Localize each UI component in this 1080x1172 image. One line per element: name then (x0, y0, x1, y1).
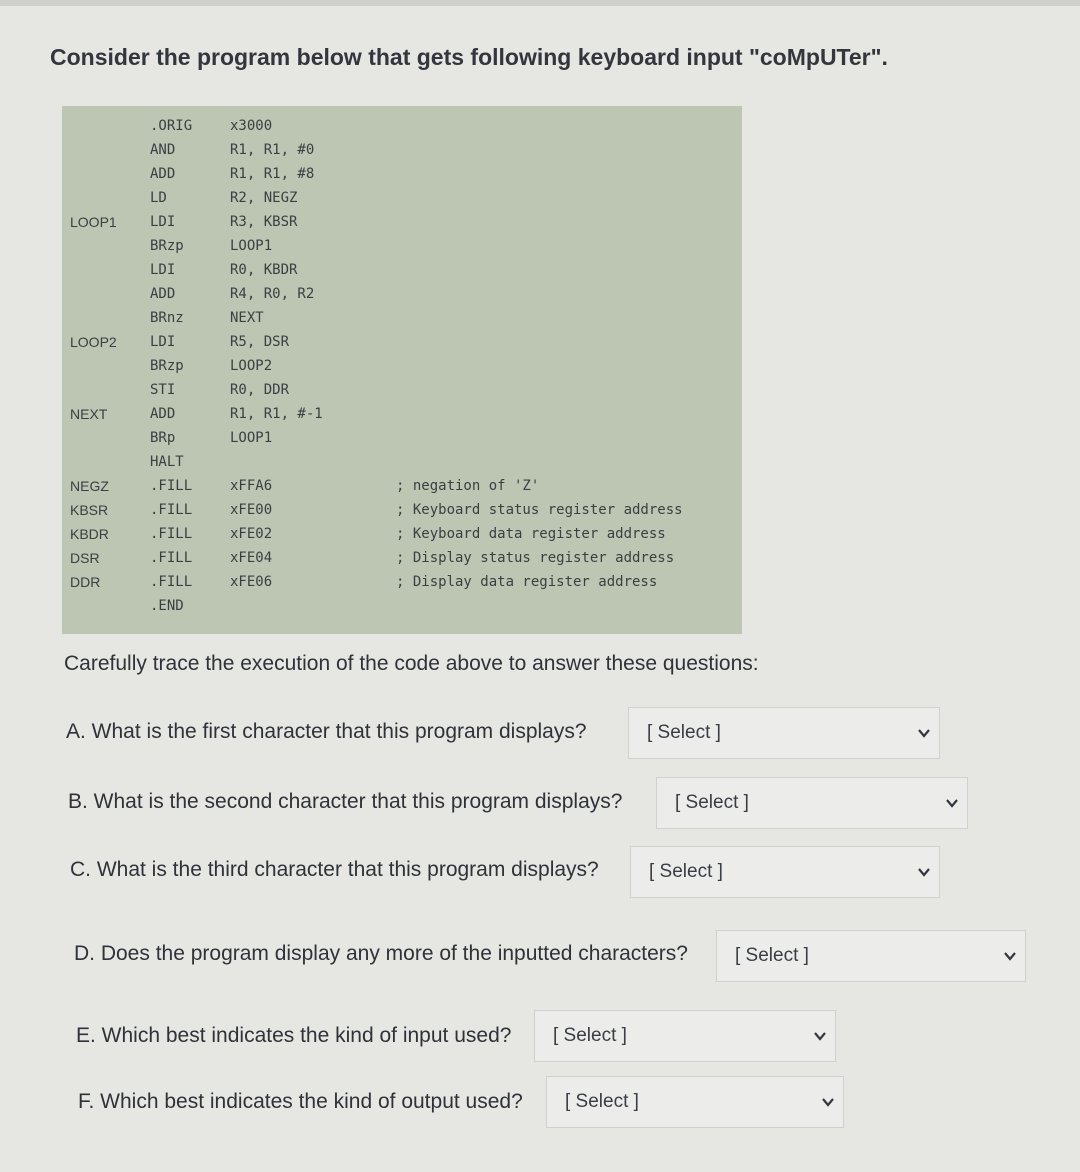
question-c-text: C. What is the third character that this program displays? (70, 858, 599, 881)
code-opcode: .FILL (150, 574, 193, 590)
code-opcode: ADD (150, 406, 176, 422)
code-operands: R2, NEGZ (230, 190, 298, 206)
code-label: KBDR (70, 526, 109, 542)
code-opcode: .FILL (150, 478, 193, 494)
code-opcode: AND (150, 142, 176, 158)
question-e-select-label: [ Select ] (553, 1025, 627, 1046)
code-opcode: LDI (150, 214, 176, 230)
code-opcode: .END (150, 598, 184, 614)
code-opcode: BRzp (150, 238, 184, 254)
chevron-down-icon (945, 796, 959, 810)
question-e-text: E. Which best indicates the kind of input used? (76, 1024, 512, 1047)
code-operands: LOOP1 (230, 430, 273, 446)
question-a-select[interactable] (628, 707, 940, 759)
code-opcode: .FILL (150, 550, 193, 566)
code-opcode: BRnz (150, 310, 184, 326)
top-border (0, 0, 1080, 6)
question-c (70, 858, 599, 882)
question-b (68, 790, 622, 814)
code-opcode: BRp (150, 430, 176, 446)
code-operands: R1, R1, #8 (230, 166, 315, 182)
chevron-down-icon (917, 726, 931, 740)
question-d (74, 942, 688, 966)
code-opcode: ADD (150, 286, 176, 302)
code-operands: xFE00 (230, 502, 273, 518)
question-c-select-label: [ Select ] (649, 861, 723, 882)
chevron-down-icon (1003, 949, 1017, 963)
code-operands: R0, KBDR (230, 262, 298, 278)
question-a-text: A. What is the first character that this program displays? (66, 720, 587, 743)
question-f-select-label: [ Select ] (565, 1091, 639, 1112)
question-d-text: D. Does the program display any more of the inputted characters? (74, 942, 688, 965)
question-d-select[interactable] (716, 930, 1026, 982)
code-opcode: STI (150, 382, 176, 398)
chevron-down-icon (813, 1029, 827, 1043)
code-operands: xFE02 (230, 526, 273, 542)
instructions-text: Carefully trace the execution of the code above to answer these questions: (64, 652, 759, 675)
question-heading: Consider the program below that gets following keyboard input "coMpUTer". (50, 44, 888, 70)
code-operands: R0, DDR (230, 382, 290, 398)
code-comment: ; negation of 'Z' (396, 478, 540, 494)
code-label: NEGZ (70, 478, 109, 494)
code-operands: R1, R1, #0 (230, 142, 315, 158)
code-opcode: .FILL (150, 502, 193, 518)
code-opcode: ADD (150, 166, 176, 182)
code-comment: ; Display data register address (396, 574, 658, 590)
code-operands: R4, R0, R2 (230, 286, 315, 302)
question-b-text: B. What is the second character that this program displays? (68, 790, 623, 813)
code-opcode: LDI (150, 334, 176, 350)
code-operands: xFE04 (230, 550, 273, 566)
code-label: NEXT (70, 406, 108, 422)
code-comment: ; Keyboard data register address (396, 526, 666, 542)
code-operands: NEXT (230, 310, 264, 326)
code-operands: x3000 (230, 118, 273, 134)
code-operands: R1, R1, #-1 (230, 406, 323, 422)
chevron-down-icon (821, 1095, 835, 1109)
code-opcode: HALT (150, 454, 184, 470)
code-label: DDR (70, 574, 101, 590)
question-f (78, 1090, 523, 1114)
code-operands: LOOP2 (230, 358, 273, 374)
code-label: LOOP2 (70, 334, 117, 350)
question-a (66, 720, 587, 744)
code-opcode: LD (150, 190, 167, 206)
code-label: KBSR (70, 502, 109, 518)
question-d-select-label: [ Select ] (735, 945, 809, 966)
code-comment: ; Display status register address (396, 550, 675, 566)
code-opcode: LDI (150, 262, 176, 278)
code-label: DSR (70, 550, 100, 566)
code-label: LOOP1 (70, 214, 117, 230)
question-f-select[interactable] (546, 1076, 844, 1128)
question-c-select[interactable] (630, 846, 940, 898)
code-operands: R3, KBSR (230, 214, 298, 230)
code-opcode: .FILL (150, 526, 193, 542)
code-listing (62, 106, 742, 634)
code-operands: xFFA6 (230, 478, 273, 494)
question-b-select[interactable] (656, 777, 968, 829)
code-operands: LOOP1 (230, 238, 273, 254)
code-opcode: BRzp (150, 358, 184, 374)
question-e-select[interactable] (534, 1010, 836, 1062)
question-a-select-label: [ Select ] (647, 722, 721, 743)
question-e (76, 1024, 511, 1048)
question-f-text: F. Which best indicates the kind of output used? (78, 1090, 523, 1113)
code-comment: ; Keyboard status register address (396, 502, 683, 518)
question-b-select-label: [ Select ] (675, 792, 749, 813)
code-operands: xFE06 (230, 574, 273, 590)
chevron-down-icon (917, 865, 931, 879)
code-opcode: .ORIG (150, 118, 193, 134)
code-operands: R5, DSR (230, 334, 290, 350)
